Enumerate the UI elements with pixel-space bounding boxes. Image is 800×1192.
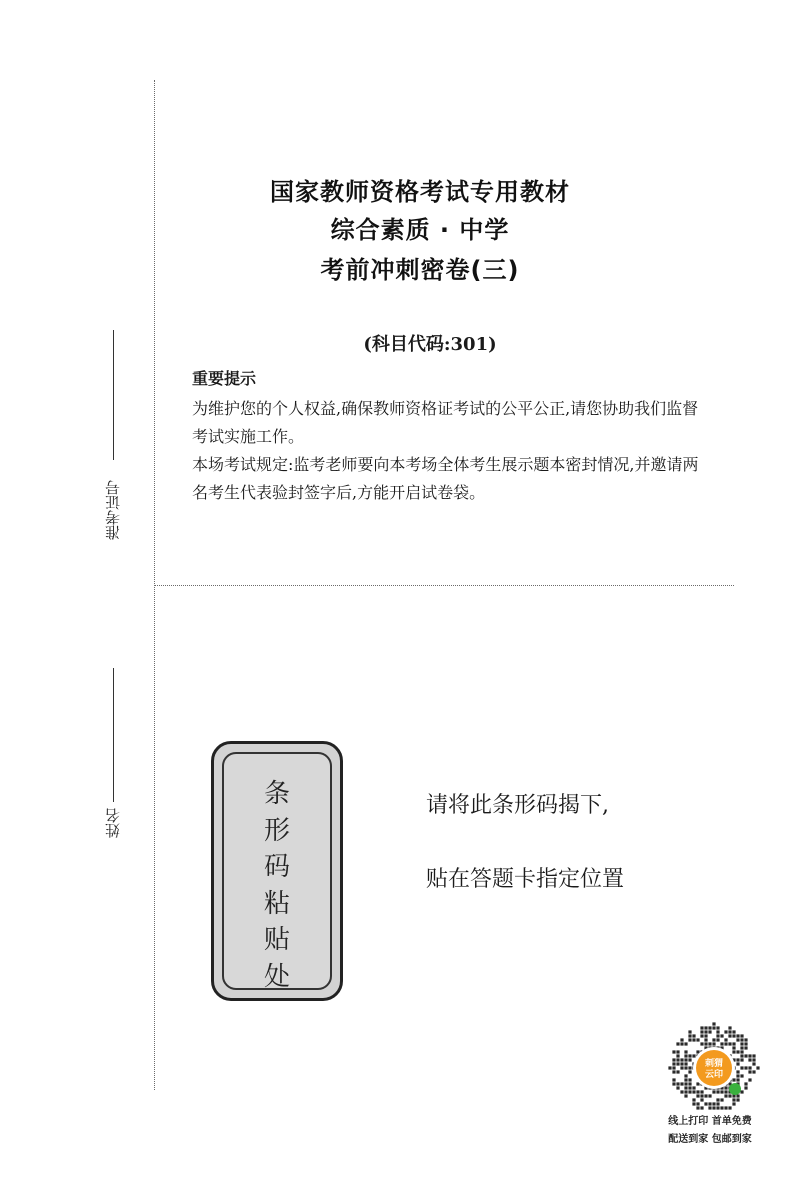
qr-caption-2: 配送到家 包邮到家 <box>668 1134 752 1145</box>
exam-id-label: 准考证号 <box>104 480 122 540</box>
exam-id-field <box>100 330 126 540</box>
barcode-char: 处 <box>263 961 290 992</box>
barcode-label <box>224 776 330 995</box>
title-line-3: 考前冲刺密卷(三) <box>320 256 520 284</box>
barcode-char: 贴 <box>263 925 290 955</box>
title-line-2: 综合素质 · 中学 <box>330 216 510 244</box>
tear-line-horizontal <box>154 585 734 586</box>
barcode-sticker-area <box>211 741 343 1001</box>
title-line-1: 国家教师资格考试专用教材 <box>270 178 570 206</box>
qr-caption-1: 线上打印 首单免费 <box>668 1116 752 1127</box>
name-underline[interactable] <box>113 668 114 802</box>
notice-paragraph-2: 本场考试规定:监考老师要向本考场全体考生展示题本密封情况,并邀请两名考生代表验封签字后,方能开启试卷袋。 <box>192 455 699 502</box>
qr-logo-text-1: 刺猬 <box>704 1059 724 1069</box>
barcode-char: 码 <box>263 852 290 882</box>
qr-code[interactable] <box>668 1022 760 1114</box>
subject-code: (科目代码:301) <box>363 334 497 355</box>
name-field <box>100 668 126 838</box>
name-label: 姓名 <box>104 808 122 838</box>
qr-green-dot <box>729 1083 741 1095</box>
barcode-char: 条 <box>263 779 290 809</box>
notice-paragraph-1: 为维护您的个人权益,确保教师资格证考试的公平公正,请您协助我们监督考试实施工作。 <box>192 399 699 446</box>
barcode-char: 形 <box>263 815 290 846</box>
barcode-instruction-1: 请将此条形码揭下, <box>426 793 609 818</box>
barcode-inner-frame <box>222 752 332 990</box>
notice-title: 重要提示 <box>192 369 257 388</box>
important-notice <box>192 366 712 507</box>
barcode-char: 粘 <box>263 888 290 919</box>
qr-logo-text-2: 云印 <box>704 1070 724 1080</box>
barcode-instruction-2: 贴在答题卡指定位置 <box>426 867 625 892</box>
exam-id-underline[interactable] <box>113 330 114 460</box>
